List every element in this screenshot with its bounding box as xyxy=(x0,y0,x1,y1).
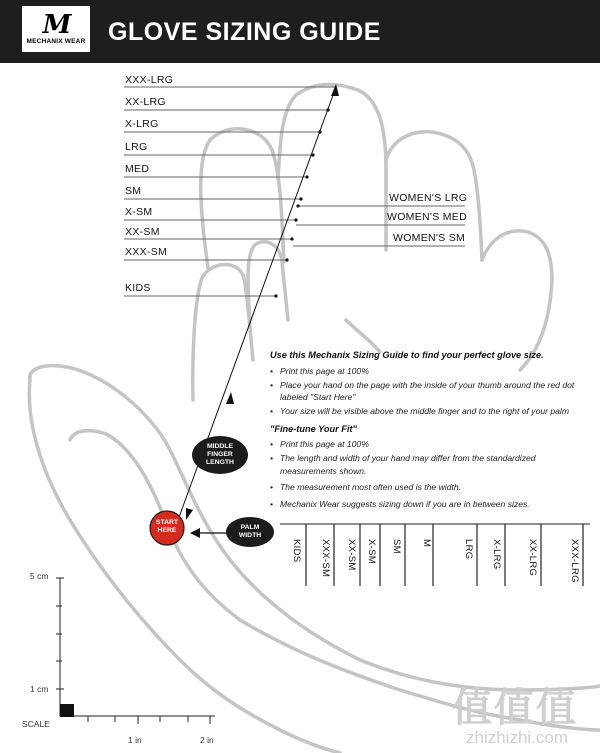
finetune-heading: "Fine-tune Your Fit" xyxy=(270,423,357,434)
size-label-xxx-lrg: XXX-LRG xyxy=(125,74,174,86)
women-size-lrg: WOMEN'S LRG xyxy=(389,192,468,204)
finetune-step: • The measurement most often used is the width. xyxy=(270,481,590,494)
women-size-sm: WOMEN'S SM xyxy=(393,232,466,244)
middle-finger-length-badge: MIDDLE FINGER LENGTH xyxy=(206,443,234,466)
width-label-xxx-lrg: XXX-LRG xyxy=(569,539,580,583)
width-label-sm: SM xyxy=(391,539,402,554)
width-label-xx-lrg: XX-LRG xyxy=(527,539,538,577)
scale-1cm-label: 1 cm xyxy=(30,684,49,694)
width-label-kids: KIDS xyxy=(291,539,302,563)
instructions-block xyxy=(270,349,590,512)
width-label-xx-sm: XX-SM xyxy=(346,539,357,571)
scale-5cm-label: 5 cm xyxy=(30,571,49,581)
watermark-logo: 值值值 xyxy=(452,686,578,730)
palm-width-badge: PALM WIDTH xyxy=(238,524,262,539)
scale-1in-label: 1 in xyxy=(128,735,142,745)
finetune-list xyxy=(270,438,590,510)
watermark-url: zhizhizhi.com xyxy=(466,728,569,747)
arrow-down-icon xyxy=(186,508,193,520)
size-label-kids: KIDS xyxy=(125,282,151,294)
instruction-step: • Print this page at 100% xyxy=(270,365,590,378)
instructions-heading: Use this Mechanix Sizing Guide to find your perfect glove size. xyxy=(270,350,544,360)
finetune-step: • Mechanix Wear suggests sizing down if you are in between sizes. xyxy=(270,498,590,511)
instruction-step: • Your size will be visible above the middle finger and to the right of your palm xyxy=(270,405,590,418)
brand-name: MECHANIX WEAR xyxy=(26,38,86,45)
arrow-left-icon xyxy=(190,528,200,538)
width-label-x-sm: X-SM xyxy=(366,539,377,564)
size-label-x-sm: X-SM xyxy=(125,206,153,218)
finetune-step: • Print this page at 100% xyxy=(270,438,590,451)
size-label-xx-sm: XX-SM xyxy=(125,226,160,238)
scale-ruler xyxy=(56,578,215,724)
brand-mark: M xyxy=(42,10,70,40)
page-title: GLOVE SIZING GUIDE xyxy=(108,18,381,46)
size-label-x-lrg: X-LRG xyxy=(125,118,159,130)
instructions-list xyxy=(270,365,590,418)
finetune-step: • The length and width of your hand may differ from the standardized measurements shown. xyxy=(270,452,590,477)
instruction-step: • Place your hand on the page with the inside of your thumb around the red dot labeled "Start Here" xyxy=(270,379,590,404)
width-label-x-lrg: X-LRG xyxy=(491,539,502,570)
arrow-up-icon xyxy=(226,392,234,404)
width-label-xxx-sm: XXX-SM xyxy=(320,539,331,578)
scale-label: SCALE xyxy=(22,719,50,729)
size-label-lrg: LRG xyxy=(125,141,148,153)
women-size-med: WOMEN'S MED xyxy=(387,211,467,223)
size-label-xx-lrg: XX-LRG xyxy=(125,96,166,108)
width-label-m: M xyxy=(421,539,432,548)
size-label-xxx-sm: XXX-SM xyxy=(125,246,168,258)
start-here-badge: START HERE xyxy=(155,519,179,534)
scale-2in-label: 2 in xyxy=(200,735,214,745)
size-label-med: MED xyxy=(125,163,150,175)
size-label-sm: SM xyxy=(125,185,142,197)
width-label-lrg: LRG xyxy=(463,539,474,560)
scale-square xyxy=(60,704,74,717)
